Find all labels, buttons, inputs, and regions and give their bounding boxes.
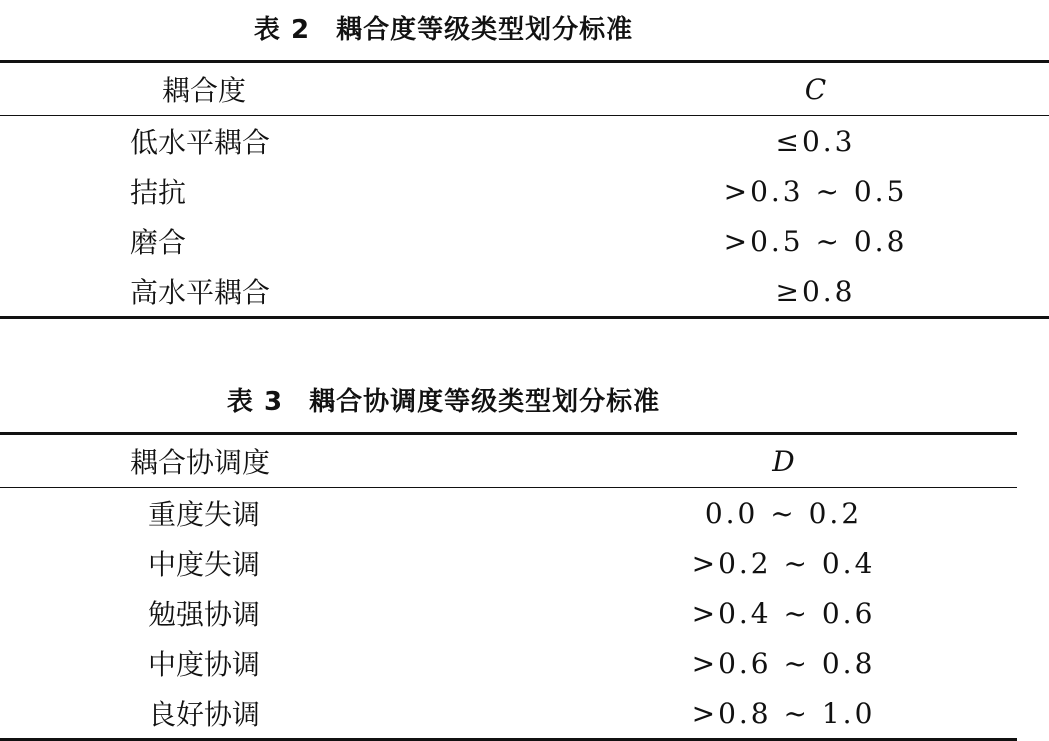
table-header-row: [0, 434, 1017, 488]
row-value: >0.4 ~ 0.6: [691, 596, 876, 630]
column-header-name: 耦合度: [0, 62, 582, 116]
row-name: 低水平耦合: [130, 126, 271, 159]
table-caption: [0, 372, 887, 432]
row-name: 中度失调: [148, 548, 261, 581]
row-name: 勉强协调: [148, 598, 261, 631]
table-title: 耦合协调度等级类型划分标准: [309, 387, 661, 417]
table-caption: [0, 0, 887, 60]
row-value: 0.0 ~ 0.2: [704, 496, 863, 530]
row-value: >0.5 ~ 0.8: [723, 224, 908, 258]
table-header-row: [0, 62, 1049, 116]
row-value: >0.2 ~ 0.4: [691, 546, 876, 580]
row-value: ≥0.8: [582, 266, 1049, 318]
table-row: [0, 166, 1049, 216]
table-row: [0, 266, 1049, 318]
row-name: 高水平耦合: [0, 266, 582, 318]
row-name: 磨合: [130, 226, 187, 259]
coupling-degree-table: [0, 60, 1049, 319]
column-header-value: C: [582, 62, 1049, 116]
table-row: [0, 116, 1049, 167]
table-3-block: [0, 372, 887, 741]
row-name: 重度失调: [148, 498, 261, 531]
table-row: [0, 538, 1017, 588]
table-body: [0, 488, 1017, 740]
row-value: >0.6 ~ 0.8: [691, 646, 876, 680]
table-row: [0, 588, 1017, 638]
table-row: [0, 488, 1017, 539]
table-row: [0, 638, 1017, 688]
table-number: 表 2: [253, 15, 311, 45]
row-value: ≤0.3: [775, 124, 856, 158]
coupling-coordination-table: [0, 432, 1017, 741]
table-row: [0, 216, 1049, 266]
table-2-block: [0, 0, 908, 319]
table-title: 耦合度等级类型划分标准: [336, 15, 634, 45]
row-value: >0.3 ~ 0.5: [723, 174, 908, 208]
column-header-name: 耦合协调度: [0, 434, 550, 488]
table-body: [0, 116, 1049, 318]
row-name: 良好协调: [0, 688, 550, 740]
row-name: 中度协调: [148, 648, 261, 681]
table-number: 表 3: [226, 387, 284, 417]
column-header-value: D: [550, 434, 1017, 488]
row-name: 拮抗: [130, 176, 187, 209]
table-row: [0, 688, 1017, 740]
row-value: >0.8 ~ 1.0: [550, 688, 1017, 740]
